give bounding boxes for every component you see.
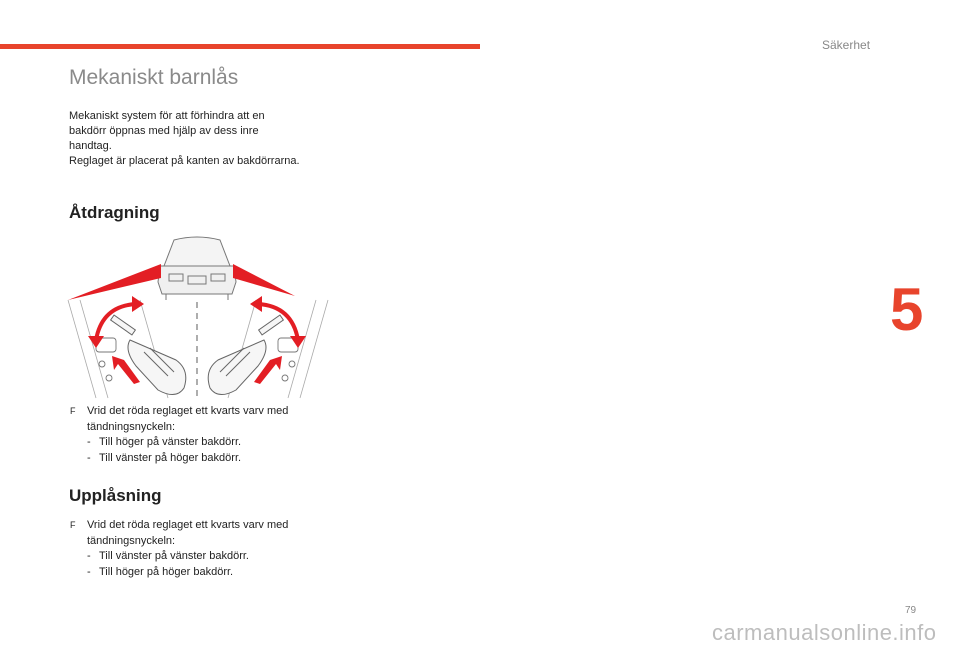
list-item-text: Till höger på vänster bakdörr. xyxy=(99,436,242,448)
left-key-icon xyxy=(111,315,186,394)
list-item: - Till höger på höger bakdörr. xyxy=(70,565,330,581)
rotate-arrowhead-shape xyxy=(132,296,144,312)
instruction-text: Vrid det röda reglaget ett kvarts varv med xyxy=(87,519,289,531)
list-item: - Till höger på vänster bakdörr. xyxy=(70,435,330,451)
car-rear-icon xyxy=(158,237,236,300)
list-item-text: Till vänster på vänster bakdörr. xyxy=(99,550,249,562)
page-title: Mekaniskt barnlås xyxy=(69,66,239,89)
instruction-continuation: tändningsnyckeln: xyxy=(87,534,176,547)
intro-line: bakdörr öppnas med hjälp av dess inre xyxy=(69,125,259,137)
child-lock-illustration xyxy=(66,230,330,400)
unlocking-heading: Upplåsning xyxy=(69,486,162,505)
page-number: 79 xyxy=(905,605,917,616)
instruction-line xyxy=(70,518,330,534)
instruction-text: Vrid det röda reglaget ett kvarts varv med xyxy=(87,405,289,417)
intro-line: Mekaniskt system för att förhindra att en xyxy=(69,110,265,122)
list-item: - Till vänster på vänster bakdörr. xyxy=(70,549,330,565)
rotate-arrowhead-shape xyxy=(250,296,262,312)
intro-paragraph xyxy=(69,109,339,169)
rotate-arrow-icon xyxy=(96,304,298,340)
bullet-icon: F xyxy=(70,520,76,530)
section-label: Säkerhet xyxy=(822,38,871,52)
locking-instructions xyxy=(70,404,330,466)
instruction-continuation: tändningsnyckeln: xyxy=(87,420,176,433)
locking-heading: Åtdragning xyxy=(69,203,160,222)
instruction-line xyxy=(70,404,330,420)
right-key-icon xyxy=(208,315,283,394)
list-item-text: Till höger på höger bakdörr. xyxy=(99,565,234,578)
right-beam-shape xyxy=(233,264,295,296)
list-item: - Till vänster på höger bakdörr. xyxy=(70,451,330,467)
list-item-text: Till vänster på höger bakdörr. xyxy=(99,451,242,464)
intro-line: handtag. xyxy=(69,140,112,152)
header-accent-bar xyxy=(0,44,480,49)
chapter-number: 5 xyxy=(890,276,924,343)
watermark: carmanualsonline.info xyxy=(712,620,937,645)
unlocking-instructions xyxy=(70,518,330,580)
bullet-icon: F xyxy=(70,406,76,416)
intro-line: Reglaget är placerat på kanten av bakdörrarna. xyxy=(69,155,300,167)
left-beam-shape xyxy=(68,264,161,300)
